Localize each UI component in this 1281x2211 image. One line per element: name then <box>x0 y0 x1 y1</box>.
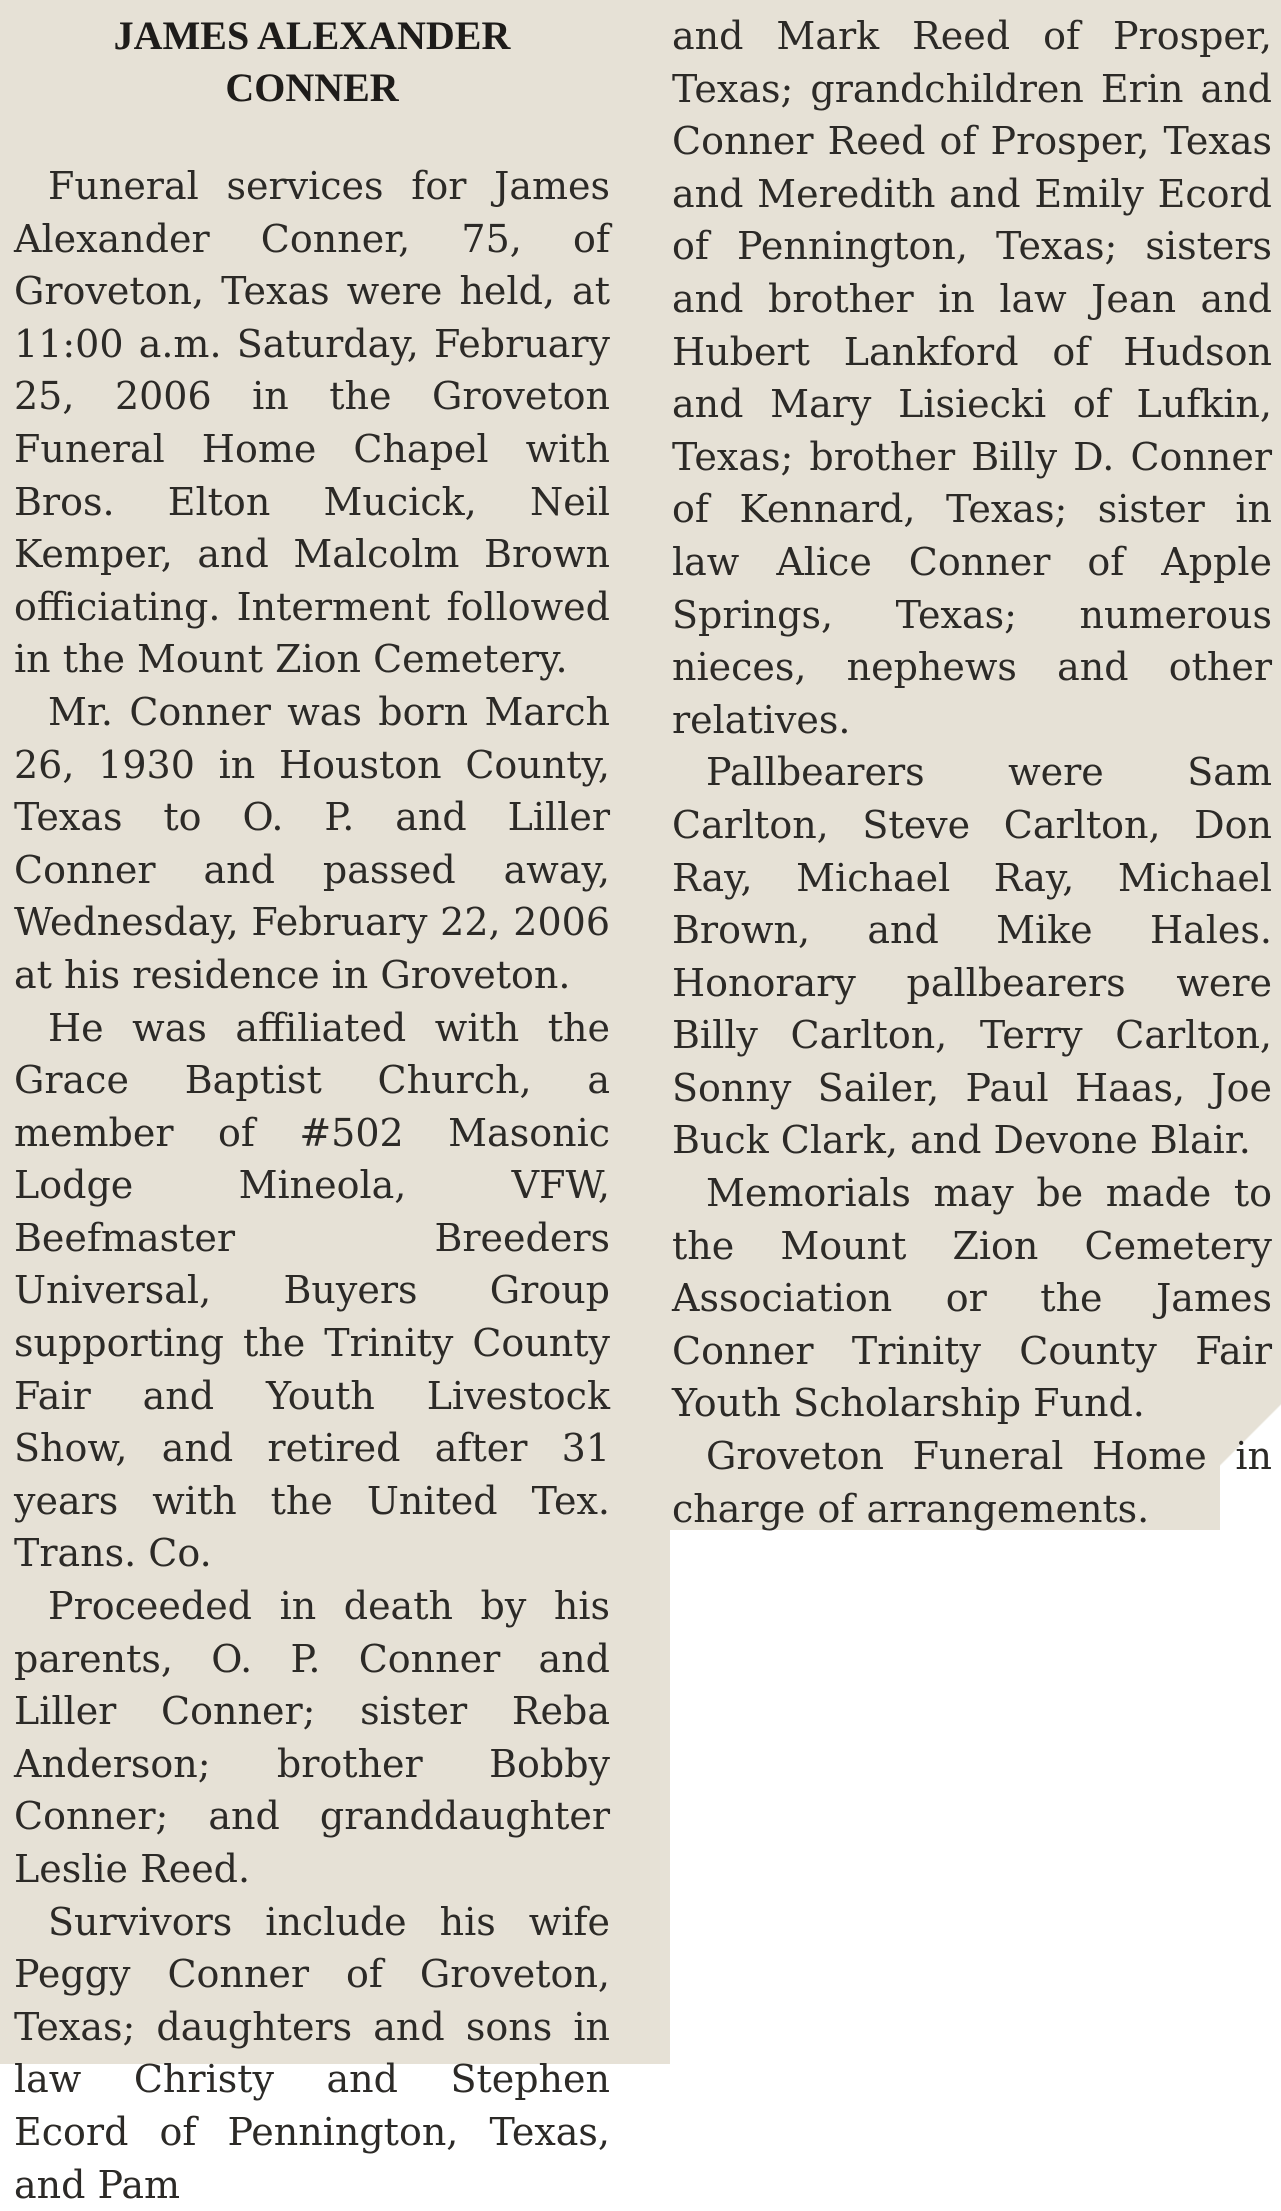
headline-line-1: JAMES ALEXANDER <box>113 13 511 58</box>
obituary-headline <box>14 10 610 114</box>
obituary-left-column <box>14 10 610 2211</box>
headline-line-2: CONNER <box>225 65 399 110</box>
paragraph-survivors-continued: and Mark Reed of Prosper, Texas; grandchildren Erin and Conner Reed of Prosper, Texas and Meredith and Emily Ecord of Pennington, Texas; sisters and brother in law Jean and Hubert Lankford of Hudson and Mary Lisiecki of Lufkin, Texas; brother Billy D. Conner of Kennard, Texas; sister in law Alice Conner of Apple Springs, Texas; numerous nieces, nephews and other relatives. <box>672 14 1272 742</box>
paragraph-funeral-services: Funeral services for James Alexander Conner, 75, of Groveton, Texas were held, at 11:00 a.m. Saturday, February 25, 2006 in the Groveton Funeral Home Chapel with Bros. Elton Mucick, Neil Kemper, and Malcolm Brown officiating. Interment followed in the Mount Zion Cemetery. <box>14 164 610 682</box>
paragraph-preceded-in-death: Proceeded in death by his parents, O. P. Conner and Liller Conner; sister Reba Anderson; brother Bobby Conner; and granddaughter Leslie Reed. <box>14 1584 610 1891</box>
paragraph-pallbearers: Pallbearers were Sam Carlton, Steve Carlton, Don Ray, Michael Ray, Michael Brown, and Mike Hales. Honorary pallbearers were Billy Carlton, Terry Carlton, Sonny Sailer, Paul Haas, Joe Buck Clark, and Devone Blair. <box>672 750 1272 1163</box>
paragraph-birth-and-death: Mr. Conner was born March 26, 1930 in Houston County, Texas to O. P. and Liller Conner and passed away, Wednesday, February 22, 2006 at his residence in Groveton. <box>14 689 610 997</box>
paragraph-memorials: Memorials may be made to the Mount Zion Cemetery Association or the James Conner Trinity County Fair Youth Scholarship Fund. <box>672 1171 1272 1426</box>
obituary-right-column <box>672 10 1272 1535</box>
paragraph-affiliations: He was affiliated with the Grace Baptist Church, a member of #502 Masonic Lodge Mineola, VFW, Beefmaster Breeders Universal, Buyers Group supporting the Trinity County Fair and Youth Livestock Show, and retired after 31 years with the United Tex. Trans. Co. <box>14 1005 610 1576</box>
paragraph-survivors: Survivors include his wife Peggy Conner of Groveton, Texas; daughters and sons in law Christy and Stephen Ecord of Pennington, Texas, and Pam <box>14 1899 610 2207</box>
paragraph-arrangements: Groveton Funeral Home in charge of arrangements. <box>672 1434 1272 1531</box>
